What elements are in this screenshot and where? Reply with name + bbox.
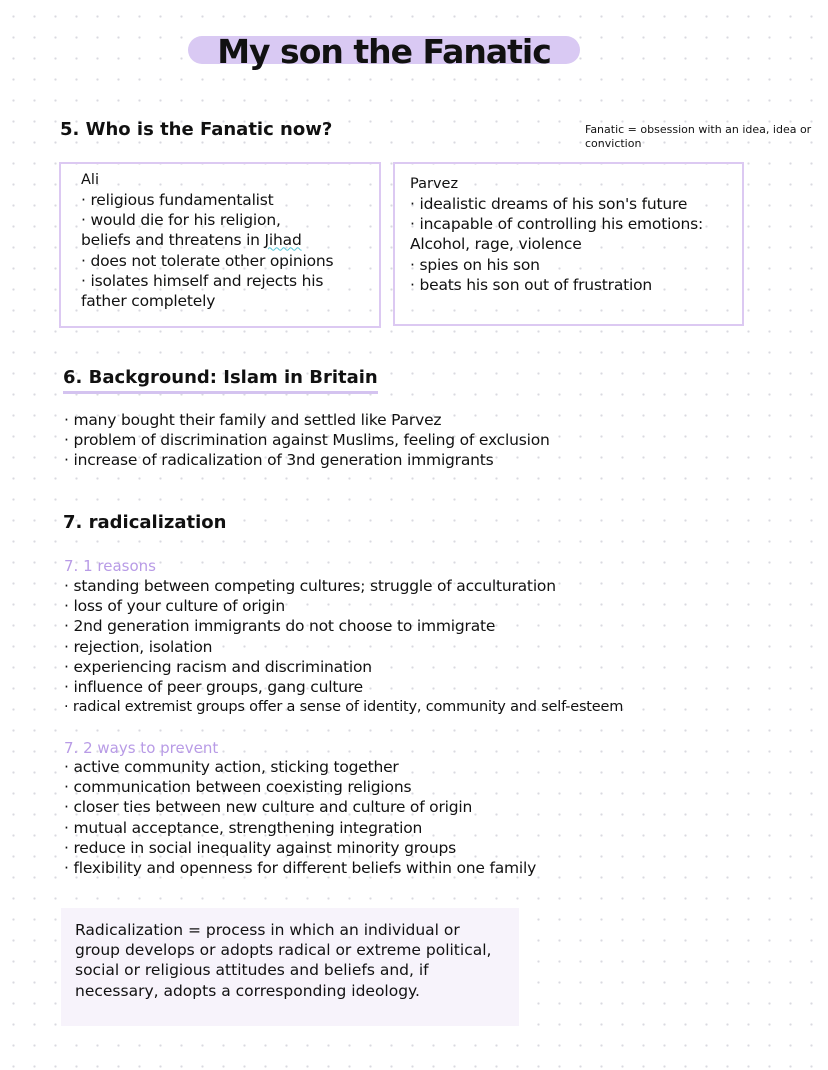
list-item: · standing between competing cultures; struggle of acculturation — [64, 576, 623, 596]
jihad-word: Jihad — [264, 231, 302, 250]
section6-heading-text: 6. Background: Islam in Britain — [63, 366, 378, 394]
ali-points — [81, 190, 381, 311]
list-item: · closer ties between new culture and culture of origin — [64, 797, 536, 817]
fanatic-definition-note: Fanatic = obsession with an idea, idea or conviction — [585, 123, 812, 150]
ali-point: · religious fundamentalist — [81, 190, 381, 210]
prevent-list — [64, 757, 536, 878]
parvez-point: · idealistic dreams of his son's future — [410, 194, 744, 214]
section5-heading: 5. Who is the Fanatic now? — [60, 119, 333, 140]
list-item: · many bought their family and settled like Parvez — [64, 410, 550, 430]
ali-point-text: beliefs and threatens in — [81, 231, 265, 250]
reasons-heading: 7. 1 reasons — [64, 557, 156, 575]
list-item: · rejection, isolation — [64, 637, 623, 657]
list-item: · experiencing racism and discrimination — [64, 657, 623, 677]
parvez-name: Parvez — [410, 176, 459, 192]
list-item: · increase of radicalization of 3nd generation immigrants — [64, 450, 550, 470]
parvez-point: · spies on his son — [410, 255, 744, 275]
list-item: · active community action, sticking together — [64, 757, 536, 777]
reasons-list — [64, 576, 623, 717]
radicalization-definition: Radicalization = process in which an individual or group develops or adopts radical or extreme political, social or religious attitudes and beliefs and, if necessary, adopts a corresponding ideology. — [75, 921, 492, 1000]
section6-heading — [63, 366, 378, 394]
list-item: · 2nd generation immigrants do not choose to immigrate — [64, 616, 623, 636]
parvez-points — [410, 194, 744, 295]
list-item: · flexibility and openness for different beliefs within one family — [64, 858, 536, 878]
title-block — [188, 30, 580, 74]
background-list — [64, 410, 550, 471]
list-item: · reduce in social inequality against minority groups — [64, 838, 536, 858]
parvez-point: · incapable of controlling his emotions: — [410, 214, 744, 234]
list-item: · problem of discrimination against Muslims, feeling of exclusion — [64, 430, 550, 450]
list-item: · mutual acceptance, strengthening integration — [64, 818, 536, 838]
ali-name: Ali — [81, 172, 99, 188]
list-item: · loss of your culture of origin — [64, 596, 623, 616]
parvez-point: · beats his son out of frustration — [410, 275, 744, 295]
list-item: · influence of peer groups, gang culture — [64, 677, 623, 697]
ali-point: · isolates himself and rejects his father completely — [81, 271, 363, 311]
parvez-point: Alcohol, rage, violence — [410, 235, 582, 254]
ali-point: · does not tolerate other opinions — [81, 251, 381, 271]
parvez-box — [393, 162, 744, 326]
prevent-heading: 7. 2 ways to prevent — [64, 739, 219, 757]
list-item: · communication between coexisting religions — [64, 777, 536, 797]
ali-box — [59, 162, 381, 328]
radicalization-definition-box — [61, 908, 519, 1026]
list-item: · radical extremist groups offer a sense of identity, community and self-esteem — [64, 697, 623, 717]
page-title: My son the Fanatic — [217, 32, 551, 71]
ali-point — [81, 230, 381, 250]
ali-point: · would die for his religion, — [81, 210, 381, 230]
section7-heading: 7. radicalization — [63, 512, 227, 533]
